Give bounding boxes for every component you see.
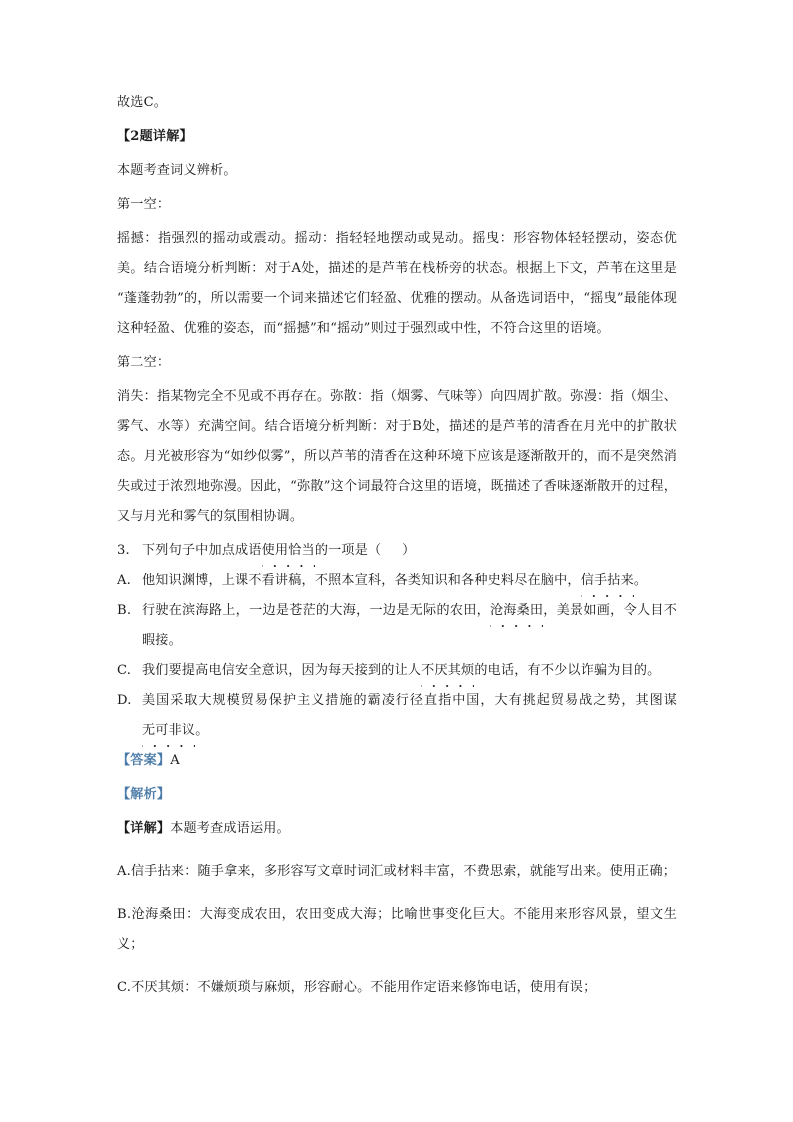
blank1-label: 第一空：	[117, 197, 171, 212]
stem-paren-close: ）	[402, 543, 416, 558]
analysis-label: 【解析】	[117, 787, 171, 802]
option-b-text	[142, 596, 677, 656]
stem-emphasis-dotted: 使用恰当	[262, 536, 315, 566]
blank2-label: 第二空：	[117, 355, 171, 370]
answer-row	[117, 746, 677, 776]
option-c-letter: C.	[117, 663, 132, 678]
question2-intro: 本题考查词义辨析。	[117, 163, 237, 178]
option-d-text	[142, 686, 677, 746]
option-a-idiom-dotted: 信手拈来	[581, 566, 634, 596]
option-a-text-before: 他知识渊博，上课不看讲稿，不照本宣科，各类知识和各种史料尽在脑中，	[142, 573, 581, 588]
answer-label: 【答案】	[117, 753, 171, 768]
stem-text-before: 下列句子中加点成语	[142, 543, 262, 558]
option-b-letter: B.	[117, 603, 132, 618]
option-d-letter: D.	[117, 693, 132, 708]
option-c-text	[142, 656, 677, 686]
detail-intro: 本题考查成语运用。	[170, 821, 290, 836]
option-d-text-after: 。	[195, 723, 209, 738]
blank1-explanation: 摇撼：指强烈的摇动或震动。摇动：指轻轻地摆动或晃动。摇曳：形容物体轻轻摆动，姿态优美。结合语境分析判断：对于A处，描述的是芦苇在栈桥旁的状态。根据上下文，芦苇在这里是“蓬蓬勃勃”的，所以需要一个词来描述它们轻盈、优雅的摆动。从备选词语中，“摇曳”最能体现这种轻盈、优雅的姿态，而“摇撼”和“摇动”则过于强烈或中性，不符合这里的语境。	[117, 231, 677, 336]
option-b-text-after: ，美景如画，令人目不暇接。	[142, 603, 678, 648]
conclusion-line: 故选C。	[117, 95, 168, 110]
analysis-item-a: A.信手拈来：随手拿来，多形容写文章时词汇或材料丰富，不费思索，就能写出来。使用正确；	[117, 864, 677, 880]
option-c-text-after: 的电话，有不少以诈骗为目的。	[474, 663, 661, 678]
option-c-idiom-dotted: 不厌其烦	[421, 656, 474, 686]
document-page	[117, 0, 677, 1016]
option-d-text-before: 美国采取大规模贸易保护主义措施的霸凌行径直指中国，大有挑起贸易战之势，其图谋	[142, 693, 677, 708]
detail-row	[117, 814, 677, 844]
blank2-explanation: 消失：指某物完全不见或不再存在。弥散：指（烟雾、气味等）向四周扩散。弥漫：指（烟尘、雾气、水等）充满空间。结合语境分析判断：对于B处，描述的是芦苇的清香在月光中的扩散状态。月光被形容为“如纱似雾”，所以芦苇的清香在这种环境下应该是逐渐散开的，而不是突然消失或过于浓烈地弥漫。因此，“弥散”这个词最符合这里的语境，既描述了香味逐渐散开的过程，又与月光和雾气的氛围相协调。	[117, 389, 677, 524]
option-d[interactable]	[117, 686, 677, 746]
option-a-text-after: 。	[633, 573, 648, 588]
question3-stem-text	[142, 536, 677, 566]
option-b-text-before: 行驶在滨海路上，一边是苍茫的大海，一边是无际的农田，	[142, 603, 490, 618]
question2-detail-heading: 【2题详解】	[117, 129, 193, 144]
option-b[interactable]	[117, 596, 677, 656]
detail-label: 【详解】	[117, 821, 171, 836]
option-a-text	[142, 566, 677, 596]
stem-text-after: 的一项是（	[314, 543, 382, 558]
analysis-item-b: B.沧海桑田：大海变成农田，农田变成大海；比喻世事变化巨大。不能用来形容风景，望文生义；	[117, 907, 677, 953]
analysis-item-c: C.不厌其烦：不嫌烦琐与麻烦，形容耐心。不能用作定语来修饰电话，使用有误；	[117, 980, 597, 996]
option-c-text-before: 我们要提高电信安全意识，因为每天接到的让人	[142, 663, 422, 678]
option-c[interactable]	[117, 656, 677, 686]
option-d-idiom-dotted: 无可非议	[142, 716, 195, 746]
option-a-letter: A.	[117, 573, 132, 588]
answer-value: A	[170, 753, 180, 768]
option-b-idiom-dotted: 沧海桑田	[490, 596, 543, 626]
option-a[interactable]	[117, 566, 677, 596]
analysis-row	[117, 780, 677, 810]
question3-stem	[117, 536, 677, 566]
question3-number: 3.	[117, 543, 130, 558]
stem-answer-blank	[381, 543, 402, 558]
